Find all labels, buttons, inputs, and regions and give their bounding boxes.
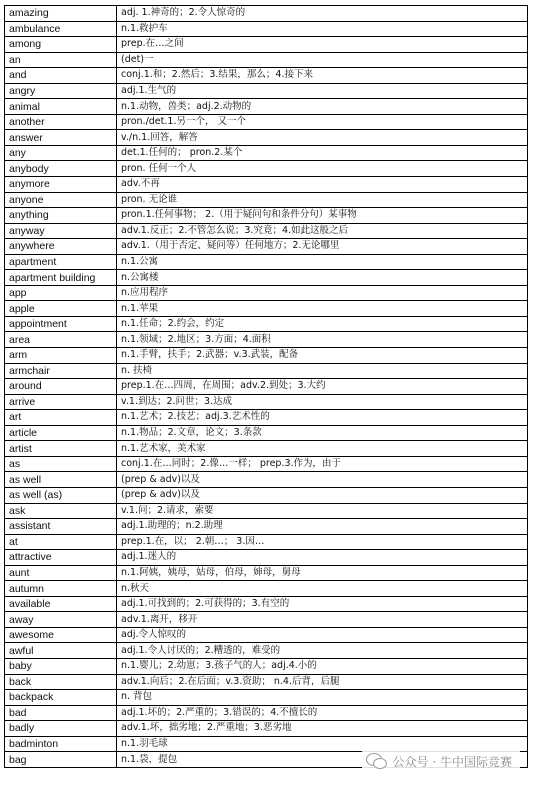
word-cell: back [5, 674, 117, 690]
definition-cell: n.1.任命；2.约会，约定 [117, 316, 528, 332]
table-row [5, 208, 528, 224]
table-row [5, 612, 528, 628]
definition-cell: adv.不再 [117, 177, 528, 193]
word-cell: anywhere [5, 239, 117, 255]
definition-cell: pron.1.任何事物； 2.（用于疑问句和条件分句）某事物 [117, 208, 528, 224]
definition-cell: prep.1.在，以； 2.朝…； 3.因… [117, 534, 528, 550]
word-cell: anyway [5, 223, 117, 239]
definition-cell: adj.1.助理的；n.2.助理 [117, 519, 528, 535]
table-row [5, 316, 528, 332]
definition-cell: n.1.艺术；2.技艺；adj.3.艺术性的 [117, 410, 528, 426]
table-row [5, 99, 528, 115]
definition-cell: det.1.任何的； pron.2.某个 [117, 145, 528, 161]
table-row [5, 565, 528, 581]
table-row [5, 425, 528, 441]
table-row [5, 83, 528, 99]
word-cell: article [5, 425, 117, 441]
definition-cell: n.秋天 [117, 581, 528, 597]
word-cell: attractive [5, 550, 117, 566]
word-cell: away [5, 612, 117, 628]
vocabulary-table-body [5, 6, 528, 768]
table-row [5, 581, 528, 597]
word-cell: apartment [5, 254, 117, 270]
word-cell: baby [5, 658, 117, 674]
definition-cell: n.公寓楼 [117, 270, 528, 286]
table-row [5, 332, 528, 348]
table-row [5, 534, 528, 550]
word-cell: art [5, 410, 117, 426]
word-cell: any [5, 145, 117, 161]
table-row [5, 705, 528, 721]
table-row [5, 223, 528, 239]
word-cell: assistant [5, 519, 117, 535]
word-cell: an [5, 52, 117, 68]
definition-cell: adv.1.向后；2.在后面；v.3.资助； n.4.后背，后腿 [117, 674, 528, 690]
table-row [5, 643, 528, 659]
definition-cell: (det)一 [117, 52, 528, 68]
definition-cell: prep.1.在…四周，在周围；adv.2.到处；3.大约 [117, 379, 528, 395]
definition-cell: n.1.苹果 [117, 301, 528, 317]
definition-cell: adv.1.坏，拙劣地；2.严重地；3.恶劣地 [117, 721, 528, 737]
definition-cell: adj.1.生气的 [117, 83, 528, 99]
word-cell: among [5, 37, 117, 53]
definition-cell: v./n.1.回答，解答 [117, 130, 528, 146]
table-row [5, 363, 528, 379]
table-row [5, 68, 528, 84]
word-cell: backpack [5, 690, 117, 706]
definition-cell: (prep & adv)以及 [117, 472, 528, 488]
table-row [5, 37, 528, 53]
watermark-text: 公众号 · 牛中国际竞赛 [392, 754, 512, 769]
definition-cell: adv.1.反正；2.不管怎么说；3.究竟；4.如此这般之后 [117, 223, 528, 239]
table-row [5, 410, 528, 426]
word-cell: awesome [5, 627, 117, 643]
table-row [5, 674, 528, 690]
word-cell: available [5, 596, 117, 612]
definition-cell: adv.1.（用于否定、疑问等）任何地方；2.无论哪里 [117, 239, 528, 255]
table-row [5, 114, 528, 130]
table-row [5, 254, 528, 270]
definition-cell: pron./det.1.另一个， 又一个 [117, 114, 528, 130]
word-cell: another [5, 114, 117, 130]
table-row [5, 130, 528, 146]
word-cell: apartment building [5, 270, 117, 286]
table-row [5, 519, 528, 535]
definition-cell: prep.在…之间 [117, 37, 528, 53]
vocabulary-table [4, 5, 528, 768]
definition-cell: adv.1.离开，移开 [117, 612, 528, 628]
table-row [5, 21, 528, 37]
word-cell: apple [5, 301, 117, 317]
definition-cell: n.1.领域；2.地区；3.方面；4.面积 [117, 332, 528, 348]
table-row [5, 239, 528, 255]
table-row [5, 145, 528, 161]
table-row [5, 394, 528, 410]
definition-cell: n.1.艺术家，美术家 [117, 441, 528, 457]
definition-cell: adj.1.迷人的 [117, 550, 528, 566]
word-cell: anymore [5, 177, 117, 193]
table-row [5, 270, 528, 286]
word-cell: angry [5, 83, 117, 99]
table-row [5, 441, 528, 457]
word-cell: bad [5, 705, 117, 721]
definition-cell: pron. 任何一个人 [117, 161, 528, 177]
table-row [5, 472, 528, 488]
table-row [5, 658, 528, 674]
word-cell: armchair [5, 363, 117, 379]
word-cell: anything [5, 208, 117, 224]
word-cell: at [5, 534, 117, 550]
word-cell: aunt [5, 565, 117, 581]
table-row [5, 177, 528, 193]
word-cell: as well [5, 472, 117, 488]
definition-cell: adj.1.令人讨厌的；2.糟透的，难受的 [117, 643, 528, 659]
word-cell: ambulance [5, 21, 117, 37]
table-row [5, 52, 528, 68]
table-row [5, 690, 528, 706]
definition-cell: n.1.动物，兽类；adj.2.动物的 [117, 99, 528, 115]
definition-cell: conj.1.在…同时；2.像…一样； prep.3.作为，由于 [117, 456, 528, 472]
word-cell: around [5, 379, 117, 395]
word-cell: as [5, 456, 117, 472]
word-cell: animal [5, 99, 117, 115]
word-cell: awful [5, 643, 117, 659]
wechat-icon [366, 752, 388, 770]
table-row [5, 285, 528, 301]
definition-cell: n. 扶椅 [117, 363, 528, 379]
word-cell: area [5, 332, 117, 348]
table-row [5, 596, 528, 612]
definition-cell: n.1.公寓 [117, 254, 528, 270]
word-cell: app [5, 285, 117, 301]
word-cell: amazing [5, 6, 117, 22]
table-row [5, 6, 528, 22]
word-cell: arm [5, 348, 117, 364]
table-row [5, 721, 528, 737]
definition-cell: n.1.羽毛球 [117, 736, 528, 752]
table-row [5, 192, 528, 208]
word-cell: artist [5, 441, 117, 457]
definition-cell: n.应用程序 [117, 285, 528, 301]
table-row [5, 487, 528, 503]
table-row [5, 550, 528, 566]
table-row [5, 503, 528, 519]
word-cell: anyone [5, 192, 117, 208]
definition-cell: v.1.问；2.请求，索要 [117, 503, 528, 519]
definition-cell: n.1.物品；2.文章，论文；3.条款 [117, 425, 528, 441]
word-cell: badminton [5, 736, 117, 752]
definition-cell: n. 背包 [117, 690, 528, 706]
definition-cell: adj.令人惊叹的 [117, 627, 528, 643]
definition-cell: n.1.救护车 [117, 21, 528, 37]
definition-cell: adj.1.可找到的；2.可获得的；3.有空的 [117, 596, 528, 612]
word-cell: anybody [5, 161, 117, 177]
word-cell: as well (as) [5, 487, 117, 503]
word-cell: ask [5, 503, 117, 519]
watermark [362, 750, 520, 772]
definition-cell: n.1.婴儿；2.幼崽；3.孩子气的人；adj.4.小的 [117, 658, 528, 674]
word-cell: and [5, 68, 117, 84]
definition-cell: v.1.到达；2.问世；3.达成 [117, 394, 528, 410]
word-cell: bag [5, 752, 117, 768]
word-cell: answer [5, 130, 117, 146]
word-cell: appointment [5, 316, 117, 332]
word-cell: autumn [5, 581, 117, 597]
table-row [5, 161, 528, 177]
definition-cell: n.1.阿姨，姨母，姑母，伯母，婶母，舅母 [117, 565, 528, 581]
definition-cell: conj.1.和；2.然后；3.结果，那么；4.接下来 [117, 68, 528, 84]
word-cell: badly [5, 721, 117, 737]
table-row [5, 627, 528, 643]
definition-cell: (prep & adv)以及 [117, 487, 528, 503]
word-cell: arrive [5, 394, 117, 410]
definition-cell: pron. 无论谁 [117, 192, 528, 208]
table-row [5, 348, 528, 364]
definition-cell: n.1.袋，提包 [117, 752, 528, 768]
definition-cell: n.1.手臂，扶手；2.武器；v.3.武装，配备 [117, 348, 528, 364]
table-row [5, 301, 528, 317]
table-row [5, 379, 528, 395]
definition-cell: adj. 1.神奇的；2.令人惊奇的 [117, 6, 528, 22]
table-row [5, 456, 528, 472]
definition-cell: adj.1.坏的；2.严重的；3.错误的；4.不擅长的 [117, 705, 528, 721]
